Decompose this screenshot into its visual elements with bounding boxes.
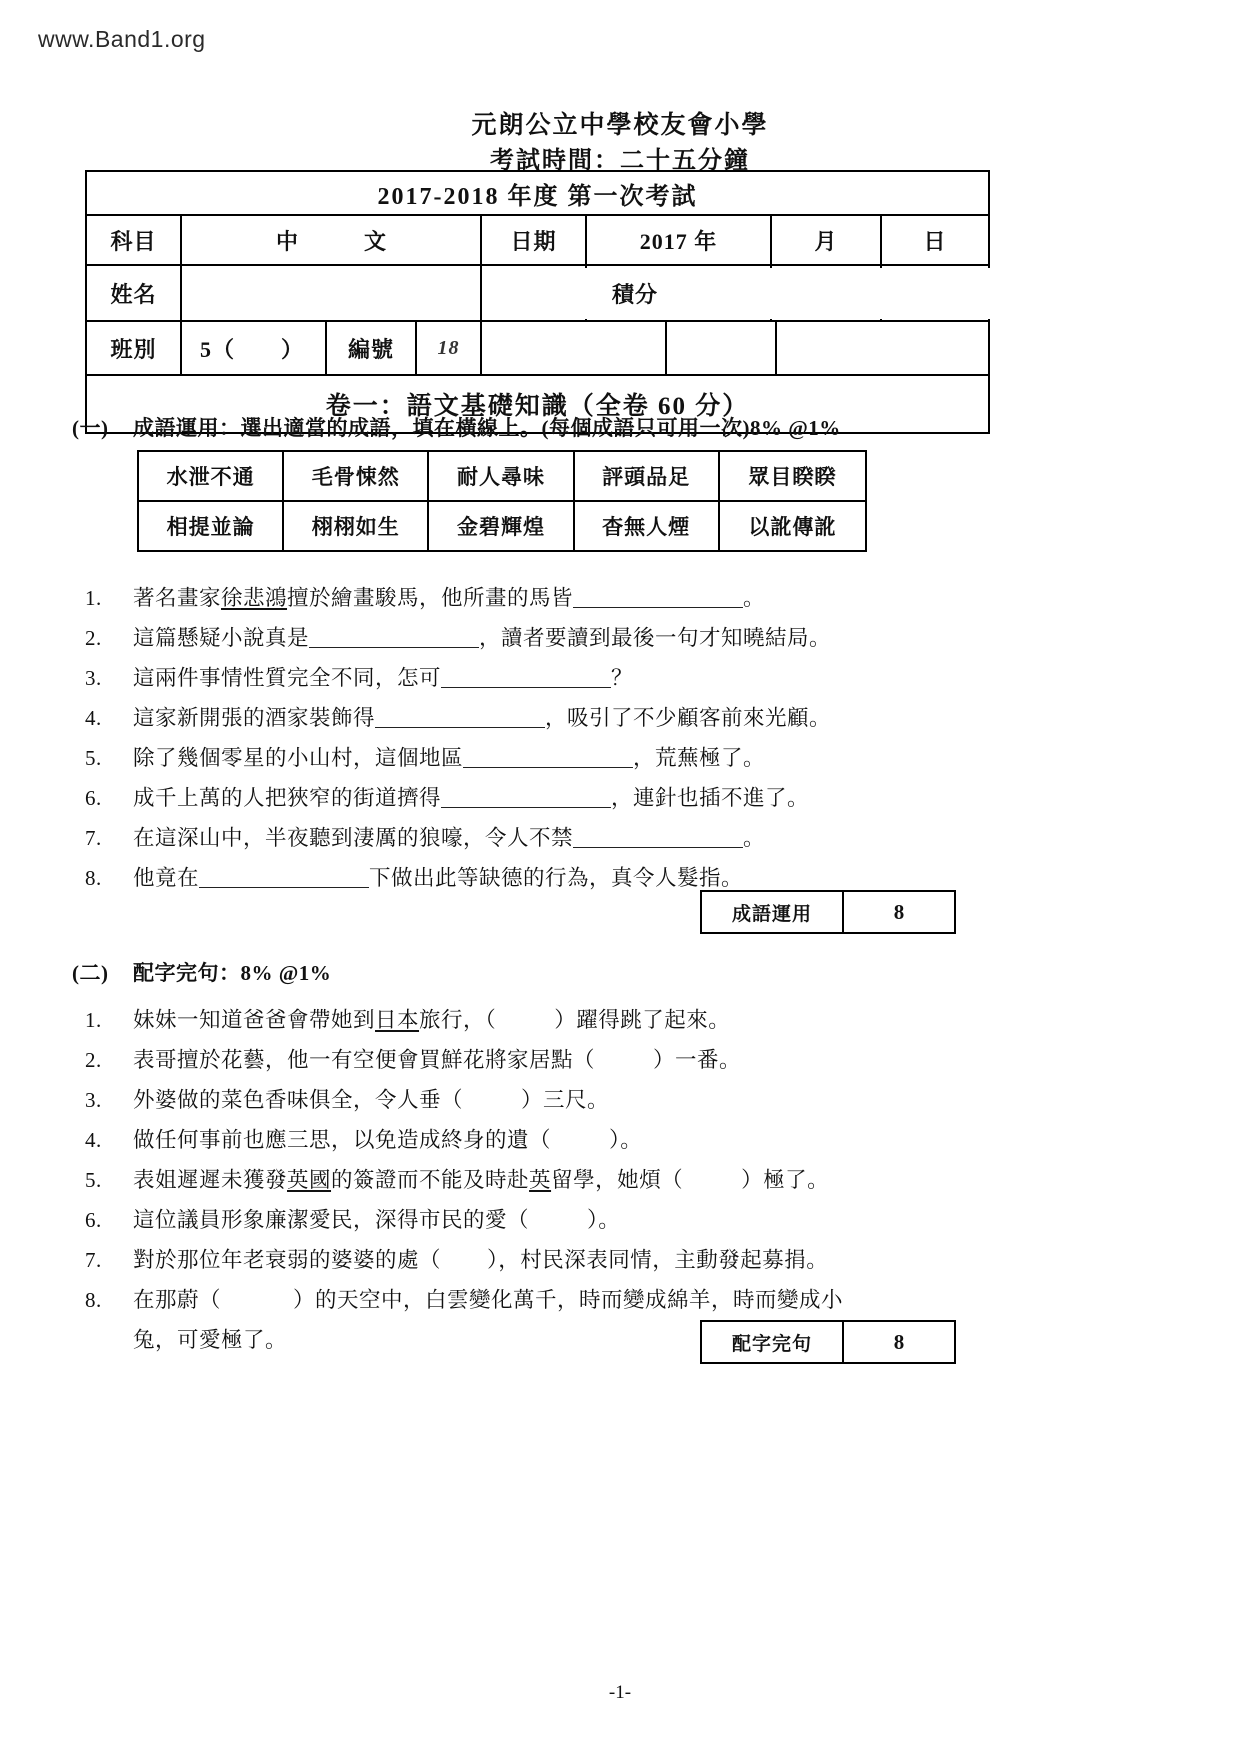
question-text-after: 。 [743,826,766,850]
score-box-value: 8 [893,899,905,924]
list-item [85,618,1155,658]
list-item [85,1040,1155,1080]
merge-patch-setter [868,268,1084,319]
subject-value: 中 文 [182,216,482,264]
list-item [85,778,1155,818]
info-row-class [87,322,988,376]
question-text-before: 在這深山中，半夜聽到淒厲的狼嚎，令人不禁 [133,826,574,850]
question-text [133,818,1155,858]
idiom-cell: 評頭品足 [575,452,720,500]
question-number: 4. [85,1128,102,1152]
question-number: 8. [85,1288,102,1312]
question-text [133,1120,1155,1160]
question-text-after: ）極了。 [741,1168,830,1192]
section-one-score-box [700,890,956,934]
question-text [133,858,1155,898]
name-label: 姓名 [87,266,182,320]
name-value[interactable] [182,266,482,320]
answer-blank[interactable] [375,727,545,728]
question-text-after: ），村民深表同情，主動發起募捐。 [487,1248,829,1272]
question-underlined-term: 日本 [375,1008,420,1032]
question-text [133,578,1155,618]
question-text-after: ）。 [609,1128,643,1152]
question-text-before: 表姐遲遲未獲發 [133,1168,288,1192]
answer-blank[interactable] [573,607,743,608]
answer-blank[interactable] [463,767,633,768]
section-two-number: (二) [72,961,109,985]
question-text-before: 表哥擅於花藝，他一有空便會買鮮花將家居點（ [133,1048,596,1072]
score-label: 積分 [611,282,658,307]
question-text-before: 這篇懸疑小說真是 [133,626,310,650]
date-label: 日期 [482,216,587,264]
question-underlined-term: 徐悲鴻 [221,586,288,610]
question-text-before: 成千上萬的人把狹窄的街道擠得 [133,786,442,810]
question-number: 1. [85,1008,102,1032]
answer-paren-space[interactable] [496,1000,554,1040]
question-number: 7. [85,1248,102,1272]
section-two-score-box [700,1320,956,1364]
question-number: 7. [85,826,102,850]
question-number: 3. [85,666,102,690]
question-text [133,738,1155,778]
setter-label-lower [667,322,777,374]
idiom-cell: 水泄不通 [139,452,284,500]
idiom-cell: 杳無人煙 [575,502,720,550]
info-row-exam-title [87,172,988,216]
site-url-watermark: www.Band1.org [38,26,206,52]
score-value-cell-2[interactable] [482,322,667,374]
question-text-before: 外婆做的菜色香味俱全，令人垂（ [133,1088,464,1112]
answer-blank[interactable] [441,807,611,808]
question-number: 5. [85,746,102,770]
list-item [85,1200,1155,1240]
question-text-mid-2: 留學，她煩（ [551,1168,684,1192]
number-label: 編號 [327,322,417,374]
answer-paren-space[interactable] [595,1040,653,1080]
question-text-after: ）一番。 [653,1048,742,1072]
question-text [133,618,1155,658]
question-text [133,1280,1155,1320]
date-day-label: 日 [923,228,947,254]
list-item [85,1120,1155,1160]
answer-blank[interactable] [441,687,611,688]
question-number: 3. [85,1088,102,1112]
question-number: 5. [85,1168,102,1192]
answer-blank[interactable] [199,887,369,888]
idiom-bank-table [137,450,867,552]
question-text-before: 對於那位年老衰弱的婆婆的處（ [133,1248,442,1272]
idiom-row [139,502,865,550]
answer-paren-space[interactable] [529,1200,587,1240]
answer-paren-space[interactable] [463,1080,521,1120]
idiom-cell: 眾目睽睽 [748,465,837,489]
list-item [85,658,1155,698]
question-text [133,1160,1155,1200]
question-text [133,1080,1155,1120]
section-one-question-list [85,578,1155,898]
question-text-after: ）的天空中，白雲變化萬千，時而變成綿羊，時而變成小 [293,1288,844,1312]
info-row-subject [87,216,988,266]
list-item [85,578,1155,618]
question-text-after: 下做出此等缺德的行為，真令人髮指。 [369,866,744,890]
question-number: 8. [85,866,102,890]
class-label: 班別 [87,322,182,374]
merge-patch-score-value [685,268,865,319]
page-number: -1- [608,1682,632,1703]
list-item [85,1280,1155,1320]
question-text [133,698,1155,738]
question-text-before: 在那蔚（ [133,1288,222,1312]
score-box-value: 8 [893,1329,905,1354]
subject-label: 科目 [87,216,182,264]
idiom-cell: 相提並論 [139,502,284,550]
class-value[interactable]: 5（ ） [182,322,327,374]
question-text-mid: 旅行，（ [419,1008,497,1032]
question-text-after: ，讀者要讀到最後一句才知曉結局。 [479,626,832,650]
question-underlined-term: 英國 [287,1168,332,1192]
list-item [85,818,1155,858]
answer-paren-space[interactable] [441,1240,487,1280]
question-number: 4. [85,706,102,730]
answer-paren-space[interactable] [683,1160,741,1200]
question-text-before: 除了幾個零星的小山村，這個地區 [133,746,464,770]
question-number: 6. [85,1208,102,1232]
question-text-after: 。 [743,586,766,610]
question-text-before: 這兩件事情性質完全不同，怎可 [133,666,442,690]
idiom-cell: 以訛傳訛 [748,515,837,539]
question-text-after: ）躍得跳了起來。 [554,1008,731,1032]
exam-duration: 考試時間：二十五分鐘 [490,148,750,174]
section-one-heading: 成語運用：選出適當的成語，填在橫線上。(每個成語只可用一次)8% @1% [133,416,841,440]
question-text-after: ，連針也插不進了。 [611,786,810,810]
school-title: 元朗公立中學校友會小學 [471,112,769,139]
question-text-before: 他竟在 [133,866,200,890]
date-month-label: 月 [772,216,882,264]
question-text-after: ？ [611,666,634,690]
date-year-value: 2017 年 [587,216,772,264]
section-one-number: (一) [72,416,109,440]
score-box-label: 配字完句 [702,1322,844,1362]
question-text [133,658,1155,698]
section-two-question-list [85,1000,1155,1360]
question-text-before: 妹妹一知道爸爸會帶她到 [133,1008,376,1032]
answer-paren-space[interactable] [221,1280,293,1320]
setter-value-lower [777,322,883,374]
question-text-mid: 的簽證而不能及時赴 [331,1168,530,1192]
answer-blank[interactable] [309,647,479,648]
answer-paren-space[interactable] [551,1120,609,1160]
question-text-mid: 擅於繪畫駿馬，他所畫的馬皆 [287,586,574,610]
question-text-after: ，荒蕪極了。 [633,746,766,770]
list-item [85,738,1155,778]
question-text-before: 做任何事前也應三思，以免造成終身的遺（ [133,1128,552,1152]
idiom-cell: 金碧輝煌 [429,502,574,550]
idiom-row [139,452,865,502]
list-item [85,1240,1155,1280]
question-text [133,1000,1155,1040]
list-item [85,1000,1155,1040]
idiom-cell: 耐人尋味 [429,452,574,500]
question-text [133,1040,1155,1080]
idiom-cell: 毛骨悚然 [284,452,429,500]
section-two-heading: 配字完句：8% @1% [133,961,332,985]
question-text-before: 這位議員形象廉潔愛民，深得市民的愛（ [133,1208,530,1232]
question-text [133,1200,1155,1240]
question-underlined-term-2: 英 [529,1168,552,1192]
question-number: 2. [85,1048,102,1072]
question-number: 6. [85,786,102,810]
question-text-before: 這家新開張的酒家裝飾得 [133,706,376,730]
paper-title: 卷一：語文基礎知識（全卷 60 分） [325,393,750,420]
list-item [85,1320,1155,1360]
score-label-cell [482,266,587,320]
idiom-cell: 栩栩如生 [284,502,429,550]
question-text-after: ）三尺。 [521,1088,610,1112]
question-text-after: ，吸引了不少顧客前來光顧。 [545,706,832,730]
list-item [85,858,1155,898]
question-text-continuation: 兔，可愛極了。 [133,1328,288,1352]
list-item [85,1160,1155,1200]
number-value[interactable]: 18 [417,322,482,374]
question-text [133,1240,1155,1280]
score-box-label: 成語運用 [702,892,844,932]
list-item [85,698,1155,738]
question-text-after: ）。 [587,1208,621,1232]
question-text [133,778,1155,818]
question-text-before: 著名畫家 [133,586,222,610]
question-number: 1. [85,586,102,610]
question-number: 2. [85,626,102,650]
exam-title: 2017-2018 年度 第一次考試 [377,183,698,210]
answer-blank[interactable] [573,847,743,848]
list-item [85,1080,1155,1120]
